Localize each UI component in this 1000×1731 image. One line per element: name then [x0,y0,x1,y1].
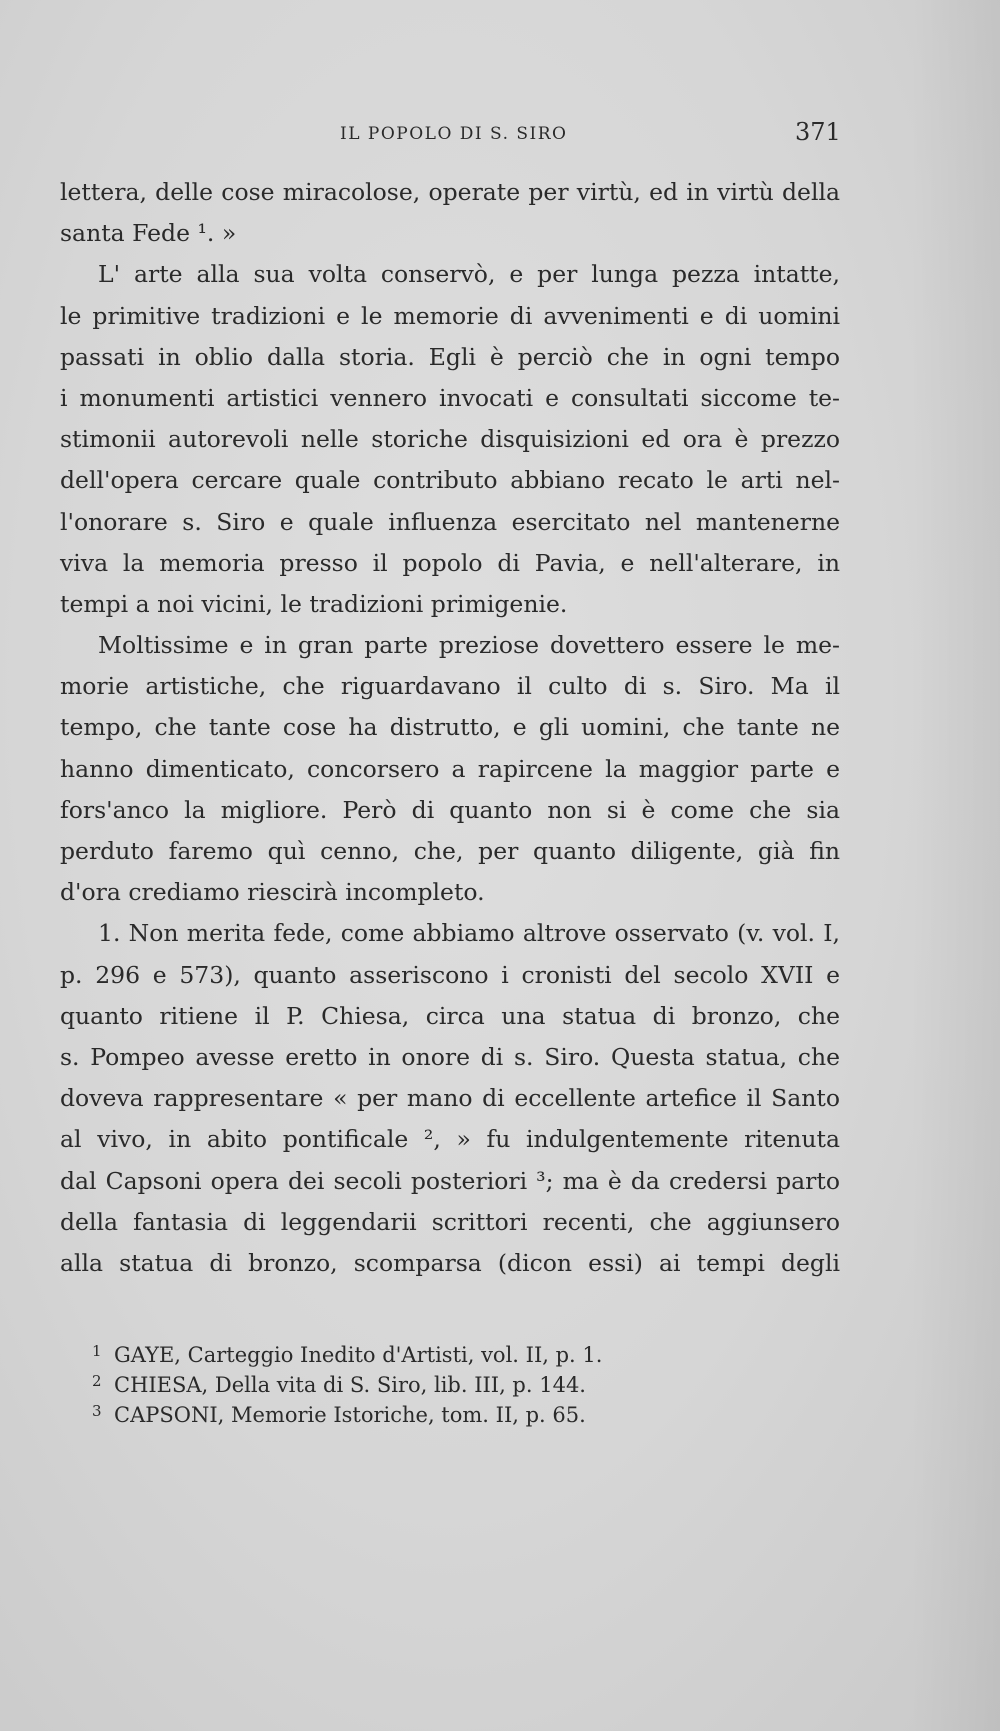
text-line: morie artistiche, che riguardavano il culto di s. Siro. Ma il [60,672,840,701]
text-line: fors'anco la migliore. Però di quanto non si è come che sia [60,795,840,824]
text-line: viva la memoria presso il popolo di Pavia, e nell'alterare, in [60,548,840,577]
text-line: perduto faremo quì cenno, che, per quanto diligente, già fin [60,837,840,865]
text-line: tempi a noi vicini, le tradizioni primigenie. [60,589,568,618]
text-line: L' arte alla sua volta conservò, e per lunga pezza intatte, [98,260,840,289]
body-text [60,172,840,1284]
text-line: p. 296 e 573), quanto asseriscono i cronisti del secolo XVII e [60,960,840,989]
running-header [0,118,1000,148]
text-line: alla statua di bronzo, scomparsa (dicon essi) ai tempi degli [60,1248,840,1277]
footnote-text: GAYE, Carteggio Inedito d'Artisti, vol. II, p. 1. [114,1343,603,1367]
text-line: d'ora crediamo riescirà incompleto. [60,878,485,907]
text-line: dal Capsoni opera dei secoli posteriori ³; ma è da credersi parto [60,1166,840,1195]
text-line: santa Fede ¹. » [60,219,237,248]
text-line: Moltissime e in gran parte preziose dovettero essere le me- [98,631,840,660]
text-line: stimonii autorevoli nelle storiche disquisizioni ed ora è prezzo [60,425,840,454]
text-line: l'onorare s. Siro e quale influenza esercitato nel mantenerne [60,507,840,536]
text-line: le primitive tradizioni e le memorie di avvenimenti e di uomini [60,301,840,330]
text-line: i monumenti artistici vennero invocati e consultati siccome te- [60,383,840,412]
text-line: s. Pompeo avesse eretto in onore di s. Siro. Questa statua, che [60,1042,840,1071]
footnote [92,1366,792,1396]
text-line: tempo, che tante cose ha distrutto, e gli uomini, che tante ne [60,713,840,742]
footnote-marker: 3 [92,1402,102,1420]
footnote-text: CAPSONI, Memorie Istoriche, tom. II, p. 65. [114,1403,586,1427]
text-line: doveva rappresentare « per mano di eccellente artefice il Santo [60,1084,840,1113]
footnote-marker: 1 [92,1342,102,1360]
footnote [92,1336,792,1366]
page-number: 371 [795,118,841,146]
text-line: quanto ritiene il P. Chiesa, circa una statua di bronzo, che [60,1001,840,1030]
page-edge-shadow [910,0,1000,1731]
footnote-marker: 2 [92,1372,102,1390]
text-line: lettera, delle cose miracolose, operate per virtù, ed in virtù della [60,178,840,206]
text-line: al vivo, in abito pontificale ², » fu indulgentemente ritenuta [60,1125,840,1154]
footnote-text: CHIESA, Della vita di S. Siro, lib. III, p. 144. [114,1373,586,1397]
text-line: dell'opera cercare quale contributo abbiano recato le arti nel- [60,466,840,495]
text-line: hanno dimenticato, concorsero a rapircene la maggior parte e [60,754,840,783]
running-title: IL POPOLO DI S. SIRO [340,124,568,144]
footnotes [92,1336,792,1426]
text-line: della fantasia di leggendarii scrittori recenti, che aggiunsero [60,1207,840,1236]
footnote [92,1396,792,1426]
text-line: 1. Non merita fede, come abbiamo altrove osservato (v. vol. I, [98,919,840,948]
text-line: passati in oblio dalla storia. Egli è perciò che in ogni tempo [60,342,840,371]
